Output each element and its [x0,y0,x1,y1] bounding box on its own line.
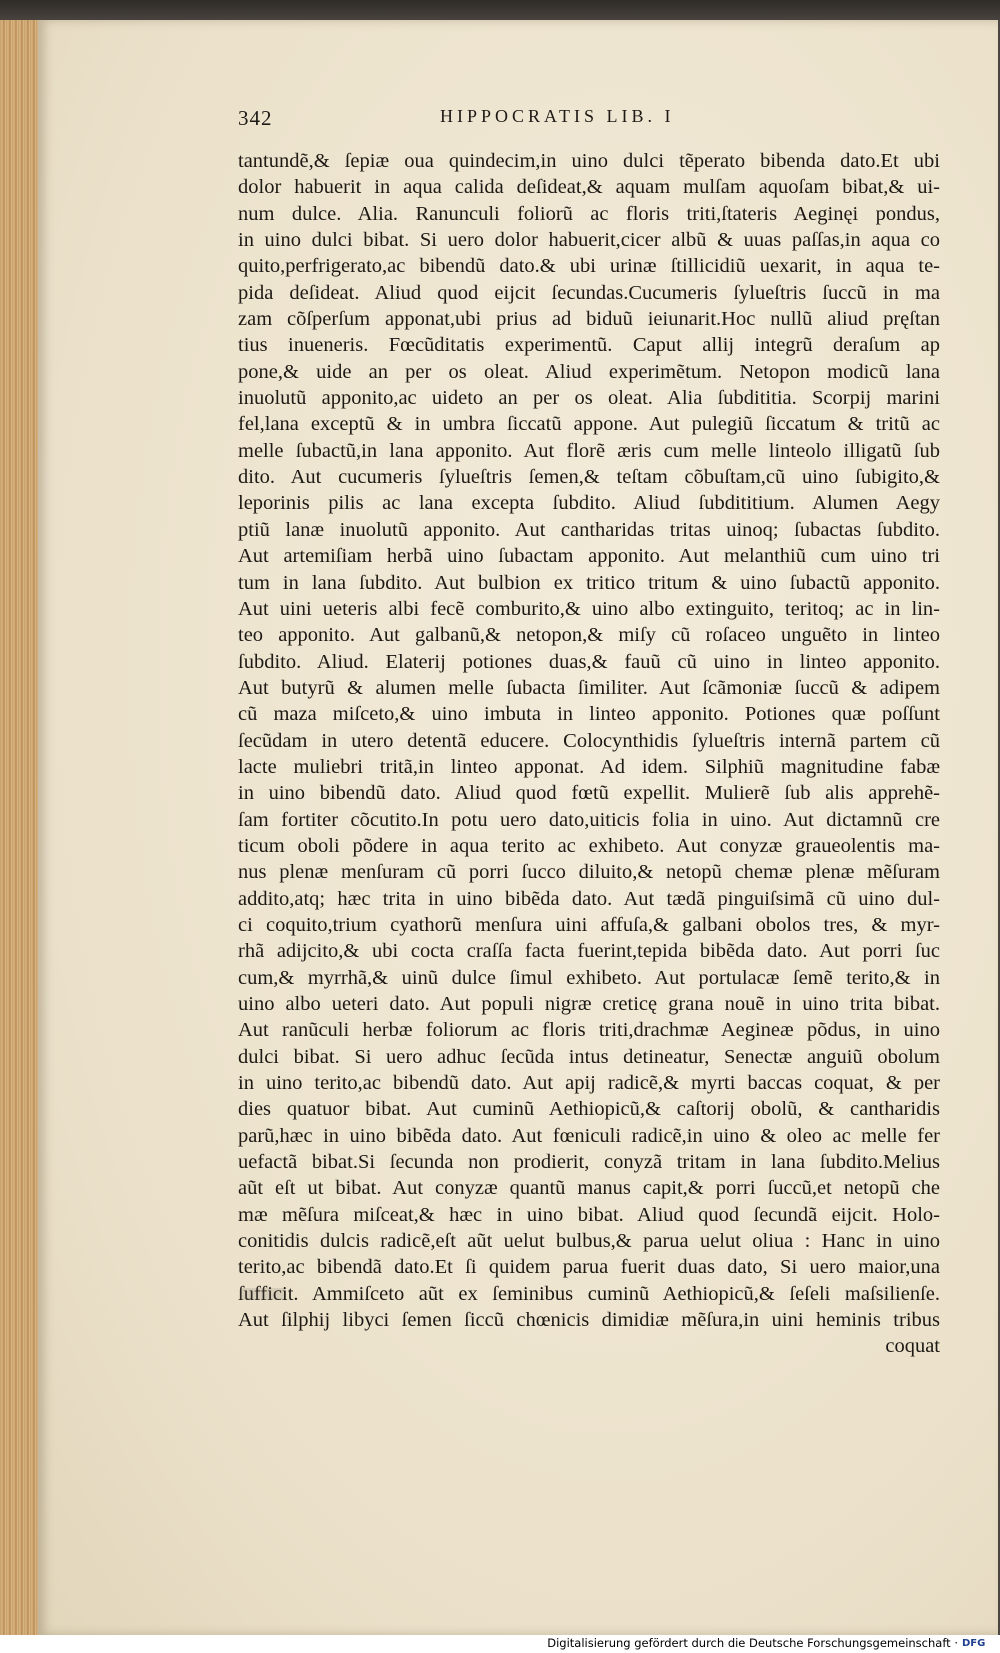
text-line: quito,perfrigerato,ac bibendũ dato.& ubi urinæ ſtillicidiũ uexarit, in aqua te- [238,255,940,278]
text-line: melle ſubactũ,in lana apponito. Aut florẽ æris cum melle linteolo illigatũ ſub [238,439,940,462]
text-line: tum in lana ſubdito. Aut bulbion ex tritico tritum & uino ſubactũ apponito. [238,571,940,594]
text-line: dito. Aut cucumeris ſylueſtris ſemen,& teſtam cõbuſtam,cũ uino ſubigito,& [238,466,940,489]
text-line: nus plenæ menſuram cũ porri ſucco diluito,& netopũ chemæ plenæ mẽſuram [238,861,940,884]
page-header [238,106,798,140]
text-line: ſufficit. Ammiſceto aũt ex ſeminibus cuminũ Aethiopicũ,& ſeſeli maſsilienſe. [238,1282,940,1305]
text-line: lacte muliebri tritã,in linteo apponat. Ad idem. Silphiũ magnitudine fabæ [238,755,940,778]
text-line: uefactã bibat.Si ſecunda non prodierit, conyzã tritam in lana ſubdito.Melius [238,1151,940,1174]
text-line: dulci bibat. Si uero adhuc ſecũda intus detineatur, Senectæ anguiũ obolum [238,1045,940,1068]
main-text [238,148,940,1360]
text-line: tius inueneris. Fœcũditatis experimentũ. Caput allij integrũ deraſum ap [238,334,940,357]
text-line: leporinis pilis ac lana excepta ſubdito. Aliud ſubdititium. Alumen Aegy [238,492,940,515]
book-page [38,20,998,1635]
text-line: Aut ranũculi herbæ foliorum ac floris triti,drachmæ Aegineæ põdus, in uino [238,1019,940,1042]
scan-background [0,0,1000,22]
text-line: tantundẽ,& ſepiæ oua quindecim,in uino dulci tẽperato bibenda dato.Et ubi [238,150,940,172]
book-page-edges [0,20,41,1635]
text-line: ci coquito,trium cyathorũ menſura uini affuſa,& galbani obolos tres, & myr- [238,913,940,936]
text-line: rhã adijcito,& ubi cocta craſſa facta fuerint,tepida bibẽda dato. Aut porri ſuc [238,940,940,963]
page-number: 342 [238,106,273,130]
text-line: uino albo ueteri dato. Aut populi nigræ creticę grana nouẽ in uino trita bibat. [238,993,940,1015]
text-line: Aut artemiſiam herbã uino ſubactam apponito. Aut melanthiũ cum uino tri [238,545,940,568]
text-line: dies quatuor bibat. Aut cuminũ Aethiopicũ,& caſtorij obolũ, & cantharidis [238,1098,940,1121]
text-line: cum,& myrrhã,& uinũ dulce ſimul exhibeto. Aut portulacæ ſemẽ terito,& in [238,966,940,989]
footer-bar [0,1635,1000,1653]
text-line: ſam fortiter cõcutito.In potu uero dato,uiticis folia in uino. Aut dictamnũ cre [238,808,940,831]
running-head: HIPPOCRATIS LIB. I [440,106,675,126]
text-line: conitidis dulcis radicẽ,eſt aũt uelut bulbus,& parua uelut oliua : Hanc in uino [238,1230,940,1253]
text-line: Aut uini ueteris albi fecẽ comburito,& uino albo extinguito, teritoq; ac in lin- [238,597,940,620]
text-line: ſubdito. Aliud. Elaterij potiones duas,& fauũ cũ uino in linteo apponito. [238,650,940,673]
text-line: ptiũ lanæ inuolutũ apponito. Aut cantharidas tritas uinoq; ſubactas ſubdito. [238,518,940,541]
text-line: num dulce. Alia. Ranunculi foliorũ ac floris triti,ſtateris Aeginęi pondus, [238,202,940,225]
text-line: terito,ac bibendã dato.Et ſi quidem parua fuerit duas dato, Si uero maior,una [238,1256,940,1279]
dfg-logo-icon: DFG [962,1638,986,1649]
text-line: parũ,hæc in uino bibẽda dato. Aut fœniculi radicẽ,in uino & oleo ac melle fer [238,1124,940,1147]
text-line: in uino terito,ac bibendũ dato. Aut apij radicẽ,& myrti baccas coquat, & per [238,1072,940,1095]
text-line: cũ maza miſceto,& uino imbuta in linteo apponito. Potiones quæ poſſunt [238,703,940,726]
text-line: in uino dulci bibat. Si uero dolor habuerit,cicer albũ & uuas paſſas,in aqua co [238,229,940,252]
text-line: mæ mẽſura miſceat,& hæc in uino bibat. Aliud quod ſecundã eijcit. Holo- [238,1203,940,1226]
text-line: aũt eſt ut bibat. Aut conyzæ quantũ manus capit,& porri ſuccũ,et netopũ che [238,1177,940,1200]
text-line: addito,atq; hæc trita in uino bibẽda dato. Aut tædã pinguiſsimã cũ uino dul- [238,887,940,910]
text-line: pone,& uide an per os oleat. Aliud experimẽtum. Netopon modicũ lana [238,360,940,383]
funding-credit: Digitalisierung gefördert durch die Deutsche Forschungsgemeinschaft · [547,1636,958,1650]
text-line: inuolutũ apponito,ac uideto an per os oleat. Alia ſubdititia. Scorpij marini [238,387,940,410]
catchword: coquat [885,1335,940,1358]
text-line: Aut ſilphij libyci ſemen ſiccũ chœnicis dimidiæ mẽſura,in uini heminis tribus [238,1309,940,1332]
text-line: ſecũdam in utero detentã educere. Colocynthidis ſylueſtris internã partem cũ [238,729,940,752]
text-line: zam cõſperſum apponat,ubi prius ad biduũ ieiunarit.Hoc nullũ aliud pręſtan [238,308,940,331]
text-line: in uino bibendũ dato. Aliud quod fœtũ expellit. Mulierẽ ſub alis apprehẽ- [238,782,940,805]
text-line: ticum oboli põdere in aqua terito ac exhibeto. Aut conyzæ graueolentis ma- [238,834,940,857]
text-line: fel,lana exceptũ & in umbra ſiccatũ appone. Aut pulegiũ ſiccatum & tritũ ac [238,413,940,436]
text-line: pida deſideat. Aliud quod eijcit ſecundas.Cucumeris ſylueſtris ſuccũ in ma [238,281,940,304]
text-line: Aut butyrũ & alumen melle ſubacta ſimiliter. Aut ſcãmoniæ ſuccũ & adipem [238,676,940,699]
text-line: dolor habuerit in aqua calida deſideat,& aquam mulſam aquoſam bibat,& ui- [238,176,940,199]
bleed-through-mark [240,1288,284,1300]
text-line: teo apponito. Aut galbanũ,& netopon,& miſy cũ roſaceo unguẽto in linteo [238,624,940,647]
